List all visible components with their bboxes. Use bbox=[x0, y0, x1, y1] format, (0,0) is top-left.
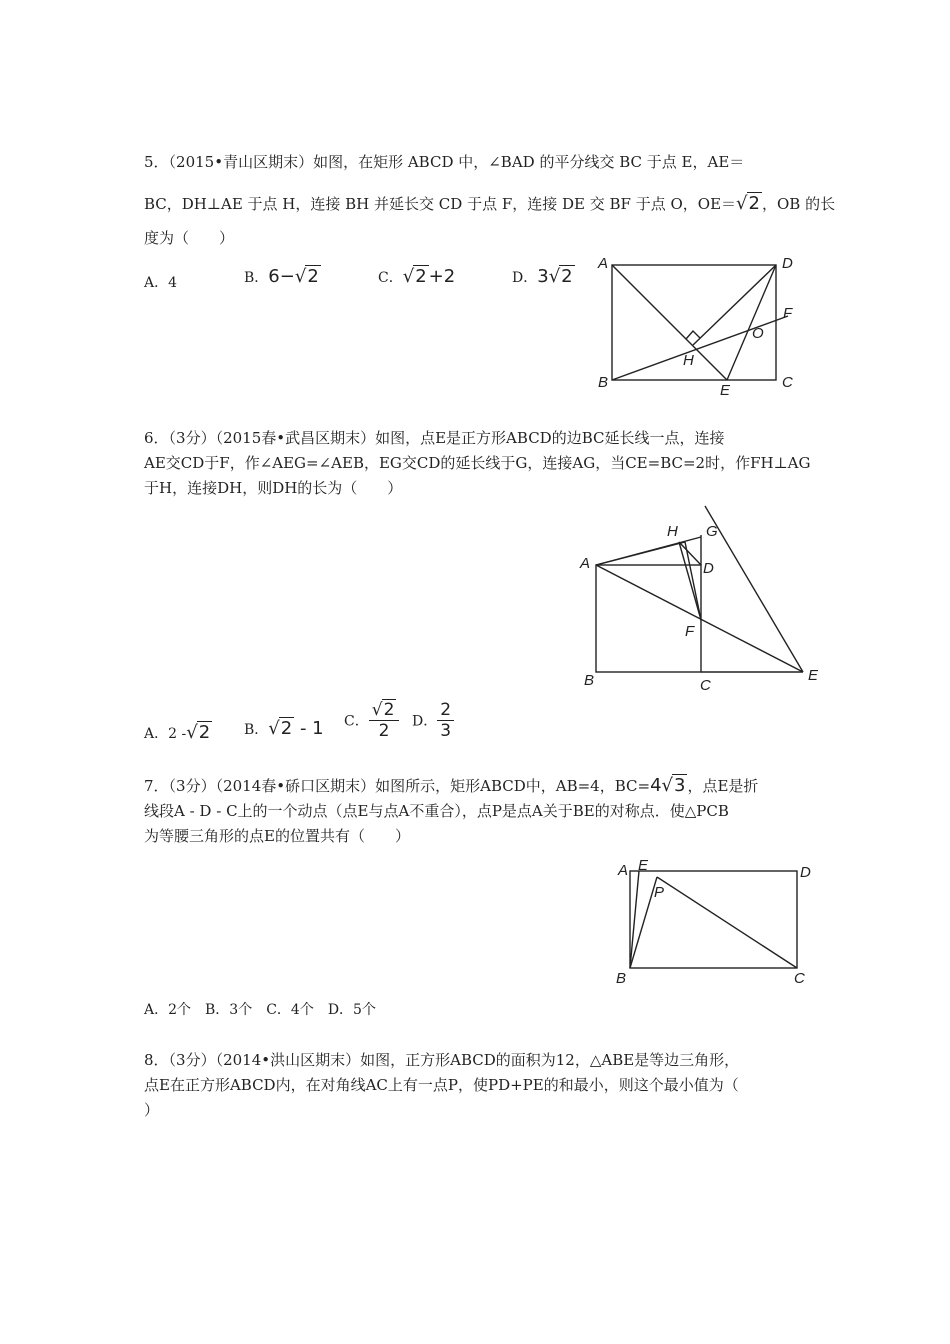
q5-line-2-tail: ，OB 的长 bbox=[761, 195, 836, 213]
q7-label-a: A bbox=[618, 862, 629, 879]
q7-label-b: B bbox=[616, 970, 627, 987]
q7-label-p: P bbox=[654, 884, 665, 901]
q7-options: A．2个 B．3个 C．4个 D．5个 bbox=[144, 1002, 376, 1018]
q7-label-d: D bbox=[800, 864, 811, 881]
q6-option-b: B．√2 - 1 bbox=[244, 718, 324, 739]
q7-line-1: 7．（3分）（2014春•硚口区期末）如图所示，矩形ABCD中，AB=4，BC=4√3 ，点E是折 bbox=[144, 775, 759, 796]
q6-label-f: F bbox=[685, 623, 695, 640]
q5-line-2-text: BC，DH⊥AE 于点 H，连接 BH 并延长交 CD 于点 F，连接 DE 交 BF 于点 O，OE＝ bbox=[144, 195, 737, 213]
q6-label-d: D bbox=[703, 560, 714, 577]
q5-label-e: E bbox=[720, 382, 731, 399]
q6-label-c: C bbox=[700, 677, 711, 694]
q5-option-b: B．6−√2 bbox=[244, 266, 319, 287]
q5-figure bbox=[590, 250, 800, 400]
q7-label-e: E bbox=[638, 857, 649, 874]
q5-label-f: F bbox=[783, 305, 793, 322]
q8-line-1: 8．（3分）（2014•洪山区期末）如图，正方形ABCD的面积为12，△ABE是等边三角形， bbox=[144, 1051, 740, 1069]
q5-option-a: A．4 bbox=[144, 275, 178, 291]
q7-line-2: 线段A - D - C上的一个动点（点E与点A不重合），点P是点A关于BE的对称点．使△PCB bbox=[144, 802, 729, 820]
q5-option-d: D．3√2 bbox=[512, 266, 573, 287]
q6-option-d: D． $\frac{2}{3}$ bbox=[412, 700, 454, 741]
q5-line-3: 度为（ ） bbox=[144, 229, 235, 247]
q5-label-h: H bbox=[683, 352, 694, 369]
q6-line-3: 于H，连接DH，则DH的长为（ ） bbox=[144, 479, 403, 497]
q7-line-3: 为等腰三角形的点E的位置共有（ ） bbox=[144, 827, 410, 845]
q6-option-c: C． $\frac{√2}{2}$ bbox=[344, 700, 399, 741]
q6-label-b: B bbox=[584, 672, 595, 689]
q6-label-g: G bbox=[706, 523, 718, 540]
q6-line-2: AE交CD于F，作∠AEG=∠AEB，EG交CD的延长线于G，连接AG，当CE=BC=2时，作FH⊥AG bbox=[144, 454, 811, 472]
q6-label-a: A bbox=[580, 555, 591, 572]
q8-line-2: 点E在正方形ABCD内，在对角线AC上有一点P，使PD+PE的和最小，则这个最小值为（ bbox=[144, 1076, 739, 1094]
q6-label-h: H bbox=[667, 523, 678, 540]
q6-label-e: E bbox=[808, 667, 819, 684]
q8-line-3: ） bbox=[144, 1101, 160, 1119]
q5-label-o: O bbox=[752, 325, 764, 342]
q7-label-c: C bbox=[794, 970, 805, 987]
q5-line-2: BC，DH⊥AE 于点 H，连接 BH 并延长交 CD 于点 F，连接 DE 交 BF 于点 O，OE＝√2 ，OB 的长 bbox=[144, 193, 836, 214]
q5-line-1: 5．（2015•青山区期末）如图，在矩形 ABCD 中，∠BAD 的平分线交 BC 于点 E，AE＝ bbox=[144, 153, 745, 171]
q6-option-a: A．2 -√2 bbox=[144, 722, 211, 743]
q5-label-b: B bbox=[598, 374, 609, 391]
q6-figure bbox=[576, 500, 826, 700]
q5-label-d: D bbox=[782, 255, 793, 272]
q5-label-a: A bbox=[598, 255, 609, 272]
q5-option-c: C．√2 +2 bbox=[378, 266, 456, 287]
q6-line-1: 6．（3分）（2015春•武昌区期末）如图，点E是正方形ABCD的边BC延长线一点，连接 bbox=[144, 429, 725, 447]
q5-oe-value: 2 bbox=[748, 193, 760, 214]
q7-figure bbox=[610, 855, 820, 990]
q5-label-c: C bbox=[782, 374, 793, 391]
